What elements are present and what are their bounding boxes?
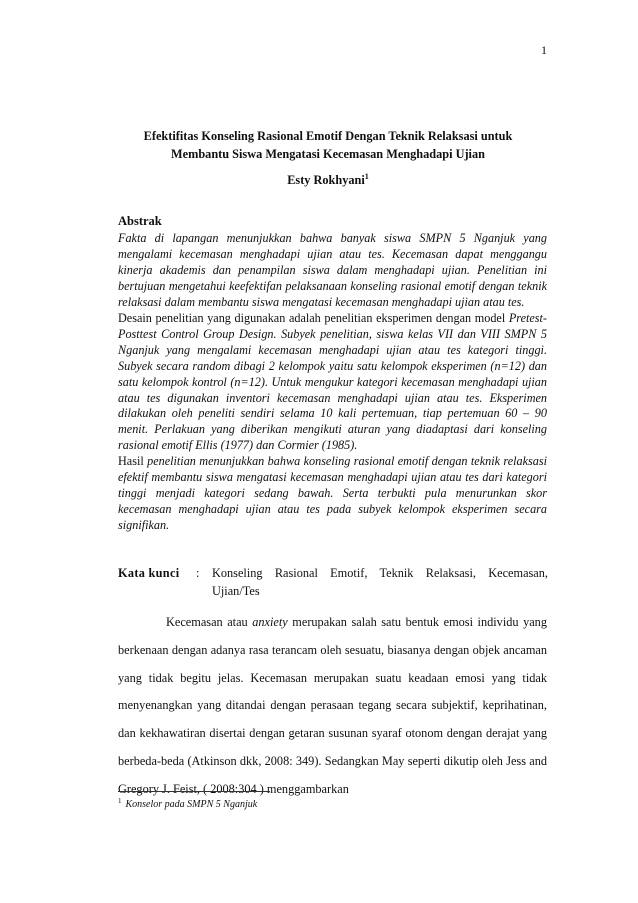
author-name: Esty Rokhyani — [287, 173, 365, 188]
body-italic-word: anxiety — [252, 615, 288, 629]
abstract-paragraph-3-rest: penelitian menunjukkan bahwa konseling rasional emotif dengan teknik relaksasi efektif membantu siswa mengatasi kecemasan menghadapi ujian atau tes dari kategori tinggi menjadi kategori sedang bawah. Serta terbukti pula menurunkan skor kecemasan menghadapi ujian atau tes pada subyek kelompok eksperimen secara signifikan. — [118, 454, 547, 533]
keywords-label: Kata kunci — [118, 566, 180, 580]
title-line-1: Efektifitas Konseling Rasional Emotif Dengan Teknik Relaksasi untuk — [143, 129, 513, 143]
keywords-section — [118, 564, 548, 600]
author-footnote-mark: 1 — [364, 172, 369, 181]
page-number: 1 — [541, 43, 547, 57]
abstract-paragraph-2 — [118, 311, 547, 455]
footnote-text: Konselor pada SMPN 5 Nganjuk — [125, 799, 258, 811]
abstract-paragraph-2-rest: Pretest-Posttest Control Group Design. Subyek penelitian, siswa kelas VII dan VIII SMPN 5 Nganjuk yang mengalami kecemasan menghadapi ujian atau tes kategori tinggi. Subyek secara random dibagi 2 kelompok yaitu satu kelompok eksperimen (n=12) dan satu kelompok kontrol (n=12). Untuk mengukur kategori kecemasan menghadapi ujian atau tes digunakan inventori kecemasan menghadapi ujian atau tes. Eksperimen dilakukan oleh peneliti sendiri selama 10 kali pertemuan, tiap pertemuan 60 – 90 menit. Perlakuan yang diberikan mengikuti aturan yang diadaptasi dari konseling rasional emotif Ellis (1977) dan Cormier (1985). — [118, 310, 547, 453]
footnote-divider — [118, 791, 270, 792]
paper-title — [118, 127, 538, 163]
abstract-paragraph-3-lead: Hasil — [118, 454, 148, 469]
keywords-text: Konseling Rasional Emotif, Teknik Relaksasi, Kecemasan, Ujian/Tes — [212, 566, 548, 598]
keywords-colon: : — [196, 566, 200, 580]
abstract-body — [118, 231, 547, 534]
abstract-paragraph-1: Fakta di lapangan menunjukkan bahwa banyak siswa SMPN 5 Nganjuk yang mengalami kecemasan menghadapi ujian atau tes. Kecemasan dapat menggangu kinerja akademis dan penampilan siswa dalam menghadapi ujian. Penelitian ini bertujuan mengetahui keefektifan pelaksanaan konseling rasional emotif dengan teknik relaksasi dalam membantu siswa mengatasi kecemasan menghadapi ujian atau tes. — [118, 231, 547, 309]
abstract-paragraph-2-lead: Desain penelitian yang digunakan adalah penelitian eksperimen dengan model — [118, 310, 509, 325]
title-line-2: Membantu Siswa Mengatasi Kecemasan Menghadapi Ujian — [171, 147, 485, 161]
body-part-1: Kecemasan atau — [166, 615, 253, 629]
abstract-heading: Abstrak — [118, 214, 162, 228]
footnote-mark: 1 — [118, 797, 122, 805]
author — [118, 172, 538, 188]
abstract-paragraph-3 — [118, 454, 547, 534]
body-part-2: merupakan salah satu bentuk emosi individu yang berkenaan dengan adanya rasa terancam oleh sesuatu, biasanya dengan objek ancaman yang tidak begitu jelas. Kecemasan merupakan suatu keadaan emosi yang tidak menyenangkan yang ditandai dengan perasaan tegang secara subjektif, keprihatinan, dan kekhawatiran disertai dengan getaran susunan syaraf otonom dengan derajat yang berbeda-beda (Atkinson dkk, 2008: 349). Sedangkan May seperti dikutip oleh Jess and Gregory J. Feist, ( 2008:304 ) menggambarkan — [118, 615, 547, 796]
body-paragraph — [118, 609, 547, 804]
body-text — [118, 609, 547, 804]
footnote — [118, 797, 257, 810]
